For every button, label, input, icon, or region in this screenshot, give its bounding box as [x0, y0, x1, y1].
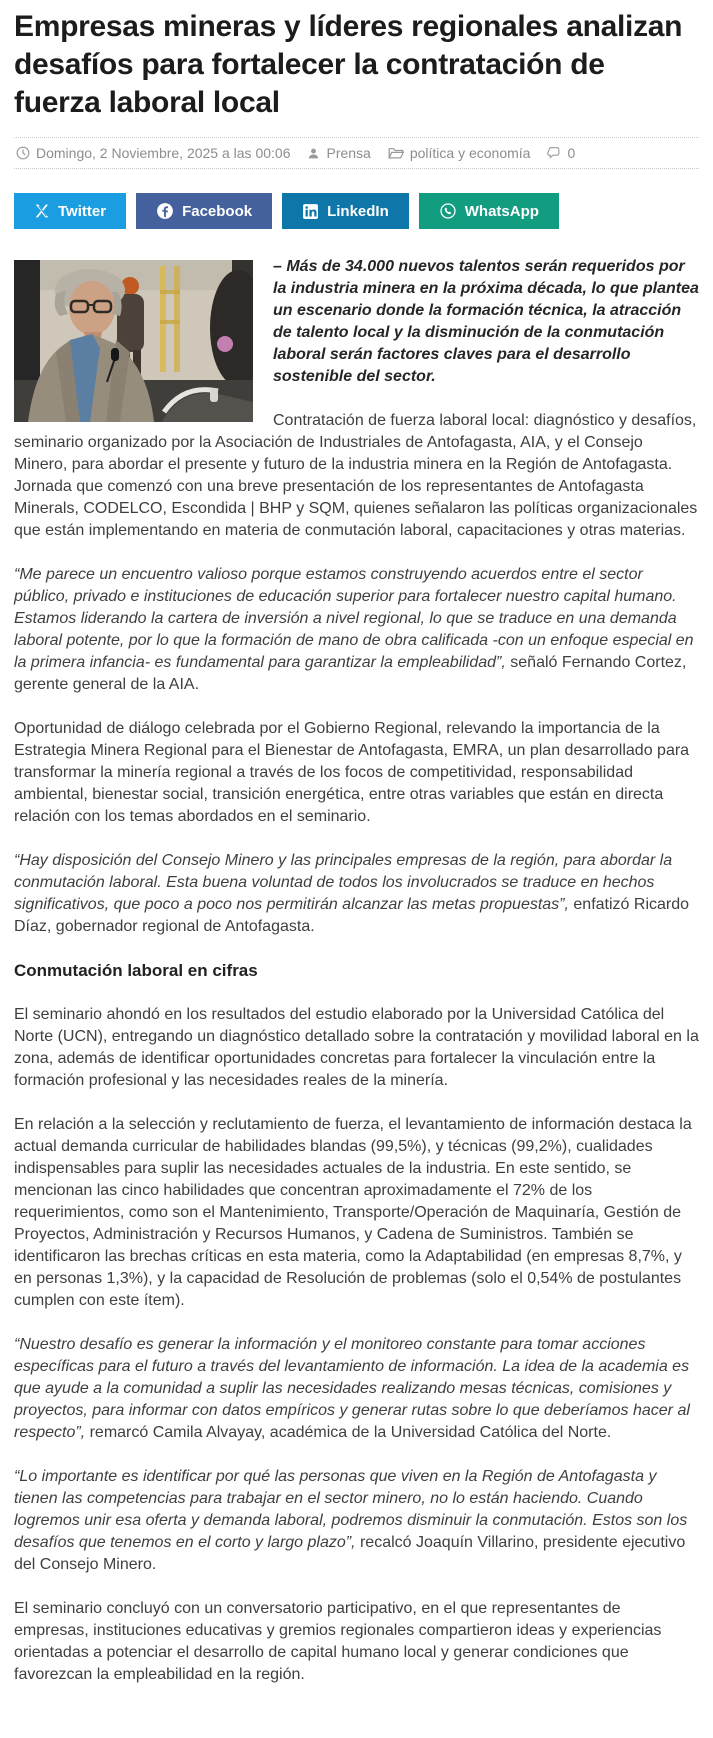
paragraph-estudio-ucn: El seminario ahondó en los resultados del estudio elaborado por la Universidad Católica del Norte (UCN), entregando un diagnóstico detallado sobre la contratación y movilidad laboral en la zona, además de identificar oportunidades concretas para fortalecer la vinculación entre la formación profesional y las necesidades reales de la minería. — [14, 1006, 699, 1089]
share-buttons-row — [14, 193, 699, 229]
x-twitter-icon — [34, 203, 50, 219]
quote-text: “Lo importante es identificar por qué las personas que viven en la Región de Antofagasta y tienen las competencias para trabajar en el sector minero, no lo están haciendo. Cuando logremos unir esa oferta y demanda laboral, podremos disminuir la conmutación. Estos son los desafíos que tenemos en el corto y largo plazo”, — [14, 1468, 688, 1551]
meta-date-label: Domingo, 2 Noviembre, 2025 a las 00:06 — [36, 145, 291, 161]
section-heading-cifras: Conmutación laboral en cifras — [14, 961, 258, 980]
paragraph-habilidades: En relación a la selección y reclutamiento de fuerza, el levantamiento de información destaca la actual demanda curricular de habilidades blandas (99,5%), y técnicas (99,2%), cualidades indispensables para suplir las necesidades actuales de la industria. En este sentido, se mencionan las cinco habilidades que concentran aproximadamente el 72% de los requerimientos, como son el Mantenimiento, Transporte/Operación de Maquinaría, Gestión de Proyectos, Administración y Recursos Humanos, y Cadena de Suministros. También se identificaron las brechas críticas en esta materia, como la Adaptabilidad (en empresas 8,7%, y en personas 1,3%), y la capacidad de Resolución de problemas (solo el 0,54% de postulantes cumplen con este ítem). — [14, 1116, 692, 1309]
seminar-speaker-photo — [14, 260, 253, 422]
share-linkedin-label: LinkedIn — [327, 202, 389, 220]
share-twitter-button[interactable] — [14, 193, 126, 229]
paragraph-intro: Contratación de fuerza laboral local: diagnóstico y desafíos, seminario organizado por la Asociación de Industriales de Antofagasta, AIA, y el Consejo Minero, para abordar el presente y futuro de la industria minera en la Región de Antofagasta. Jornada que comenzó con una breve presentación de los representantes de Antofagasta Minerals, CODELCO, Escondida | BHP y SQM, quienes señalaron las políticas organizacionales que están implementando en materia de conmutación laboral, capacitaciones y otras materias. — [14, 412, 698, 539]
quote-attribution: recalcó Joaquín Villarino, presidente ejecutivo del Consejo Minero. — [14, 1534, 686, 1573]
page-title: Empresas mineras y líderes regionales analizan desafíos para fortalecer la contratación de fuerza laboral local — [14, 10, 683, 119]
user-icon — [307, 147, 320, 160]
quote-text: “Me parece un encuentro valioso porque estamos construyendo acuerdos entre el sector público, privado e instituciones de educación superior para fortalecer nuestro capital humano. Estamos liderando la cartera de inversión a nivel regional, lo que se traduce en una demanda laboral potente, por lo que la formación de mano de obra calificada -con un enfoque especial en la primera infancia- es fundamental para garantizar la empleabilidad”, — [14, 566, 694, 671]
share-whatsapp-button[interactable] — [419, 193, 559, 229]
meta-category-label: política y economía — [409, 145, 531, 161]
quote-joaquin-villarino — [14, 1466, 699, 1576]
quote-text: “Hay disposición del Consejo Minero y las principales empresas de la región, para abordar la conmutación laboral. Esta buena voluntad de todos los involucrados se traduce en hechos significativos, que poco a poco nos permitirán alcanzar las metas propuestas”, — [14, 852, 673, 913]
meta-comments[interactable] — [547, 145, 575, 161]
meta-category[interactable] — [388, 145, 531, 161]
meta-author-label: Prensa — [326, 145, 371, 161]
meta-date — [16, 145, 290, 161]
linkedin-icon — [302, 203, 319, 220]
folder-icon — [388, 146, 404, 160]
whatsapp-icon — [439, 202, 457, 220]
share-facebook-button[interactable] — [136, 193, 272, 229]
quote-ricardo-diaz — [14, 850, 699, 938]
paragraph-conclusion: El seminario concluyó con un conversatorio participativo, en el que representantes de empresas, instituciones educativas y gremios regionales compartieron ideas y experiencias orientadas a potenciar el desarrollo de capital humano local y generar condiciones que favorezcan la empleabilidad en la región. — [14, 1600, 662, 1683]
meta-comments-count: 0 — [567, 145, 576, 161]
facebook-icon — [156, 202, 174, 220]
clock-icon — [16, 146, 30, 160]
quote-attribution: señaló Fernando Cortez, gerente general de la AIA. — [14, 654, 687, 693]
article-body — [14, 256, 699, 1708]
paragraph-gobierno-regional: Oportunidad de diálogo celebrada por el Gobierno Regional, relevando la importancia de la Estrategia Minera Regional para el Bienestar de Antofagasta, EMRA, un plan desarrollado para transformar la minería regional a través de los focos de competitividad, responsabilidad ambiental, bienestar social, transición energética, entre otras variables que están en directa relación con los temas abordados en el seminario. — [14, 720, 690, 825]
quote-fernando-cortez — [14, 564, 699, 696]
share-whatsapp-label: WhatsApp — [464, 202, 539, 220]
quote-attribution: remarcó Camila Alvayay, académica de la Universidad Católica del Norte. — [85, 1424, 612, 1441]
quote-camila-alvayay — [14, 1334, 699, 1444]
share-twitter-label: Twitter — [58, 202, 107, 220]
quote-text: “Nuestro desafío es generar la información y el monitoreo constante para tomar acciones específicas para el futuro a través del levantamiento de información. La idea de la academia es que ayude a la comunidad a suplir las necesidades realizando mesas técnicas, comisiones y proyectos, para informar con datos empíricos y generar rutas sobre lo que deberíamos hacer al respecto”, — [14, 1336, 690, 1441]
lead-paragraph: – Más de 34.000 nuevos talentos serán requeridos por la industria minera en la próxima década, lo que plantea un escenario donde la formación técnica, la atracción de talento local y la disminución de la conmutación laboral serán factores claves para el desarrollo sostenible del sector. — [273, 258, 699, 385]
article-page — [0, 8, 713, 1738]
comment-bubble-icon — [547, 146, 561, 160]
article-meta-bar — [14, 137, 699, 169]
share-linkedin-button[interactable] — [282, 193, 409, 229]
meta-author[interactable] — [307, 145, 370, 161]
quote-attribution: enfatizó Ricardo Díaz, gobernador regional de Antofagasta. — [14, 896, 690, 935]
share-facebook-label: Facebook — [182, 202, 253, 220]
